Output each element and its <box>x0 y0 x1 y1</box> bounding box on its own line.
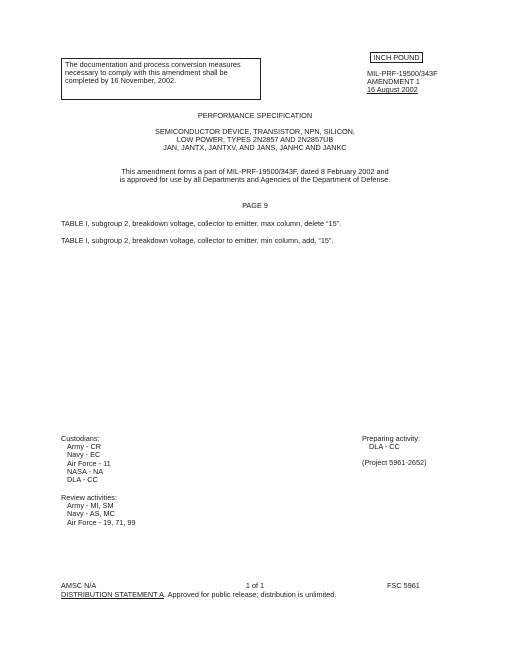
notice-line: completed by 16 November, 2002. <box>65 76 177 86</box>
custodians-block <box>61 435 111 484</box>
custodian-item: NASA - NA <box>67 466 104 476</box>
page-heading: PAGE 9 <box>242 201 268 210</box>
amendment-number: AMENDMENT 1 <box>367 77 420 87</box>
change-item: TABLE I, subgroup 2, breakdown voltage, collector to emitter, min column, add, “15”. <box>61 236 334 245</box>
review-item: Air Force - 19, 71, 99 <box>67 517 136 527</box>
doc-number: MIL-PRF-19500/343F <box>367 69 438 78</box>
review-block <box>61 494 136 527</box>
distribution-label: DISTRIBUTION STATEMENT A <box>61 590 164 599</box>
change-item: TABLE I, subgroup 2, breakdown voltage, collector to emitter, max column, delete “15”. <box>61 219 342 228</box>
document-header <box>367 70 438 95</box>
distribution-text: . Approved for public release; distribution is unlimited. <box>163 590 337 599</box>
preparing-heading: Preparing activity: <box>362 434 420 443</box>
amsc-label: AMSC N/A <box>61 581 97 590</box>
page-count: 1 of 1 <box>245 581 265 590</box>
fsc-label: FSC 5961 <box>387 581 420 590</box>
custodian-item: Navy - EC <box>67 450 101 460</box>
subject-line: JAN, JANTX, JANTXV, AND JANS, JANHC AND JANKC <box>163 143 347 153</box>
review-heading: Review activities: <box>61 493 117 502</box>
notice-line: necessary to comply with this amendment shall be <box>65 68 228 78</box>
preparing-activity: DLA - CC <box>369 442 400 452</box>
review-item: Army - MI, SM <box>67 501 114 511</box>
amendment-note-line: is approved for use by all Departments and Agencies of the Department of Defense. <box>119 175 391 185</box>
notice-box <box>61 58 261 100</box>
preparing-block <box>362 435 427 468</box>
project-number: (Project 5961-2652) <box>362 458 427 468</box>
amendment-date: 16 August 2002 <box>367 85 418 95</box>
distribution-statement <box>61 591 336 599</box>
inch-pound-label: INCH POUND <box>370 52 423 63</box>
subject-block <box>0 128 510 153</box>
amendment-note <box>0 168 510 184</box>
custodian-item: Army - CR <box>67 442 102 452</box>
subject-line: LOW POWER, TYPES 2N2857 AND 2N2857UB <box>176 135 334 145</box>
subject-line: SEMICONDUCTOR DEVICE, TRANSISTOR, NPN, SILICON, <box>155 127 355 136</box>
custodian-item: Air Force - 11 <box>67 458 111 468</box>
notice-line: The documentation and process conversion measures <box>65 60 241 69</box>
amendment-note-line: This amendment forms a part of MIL-PRF-19500/343F, dated 8 February 2002 and <box>121 167 389 176</box>
spec-title: PERFORMANCE SPECIFICATION <box>197 111 313 120</box>
review-item: Navy - AS, MC <box>67 509 115 519</box>
custodians-heading: Custodians: <box>61 434 100 443</box>
custodian-item: DLA - CC <box>67 475 98 485</box>
